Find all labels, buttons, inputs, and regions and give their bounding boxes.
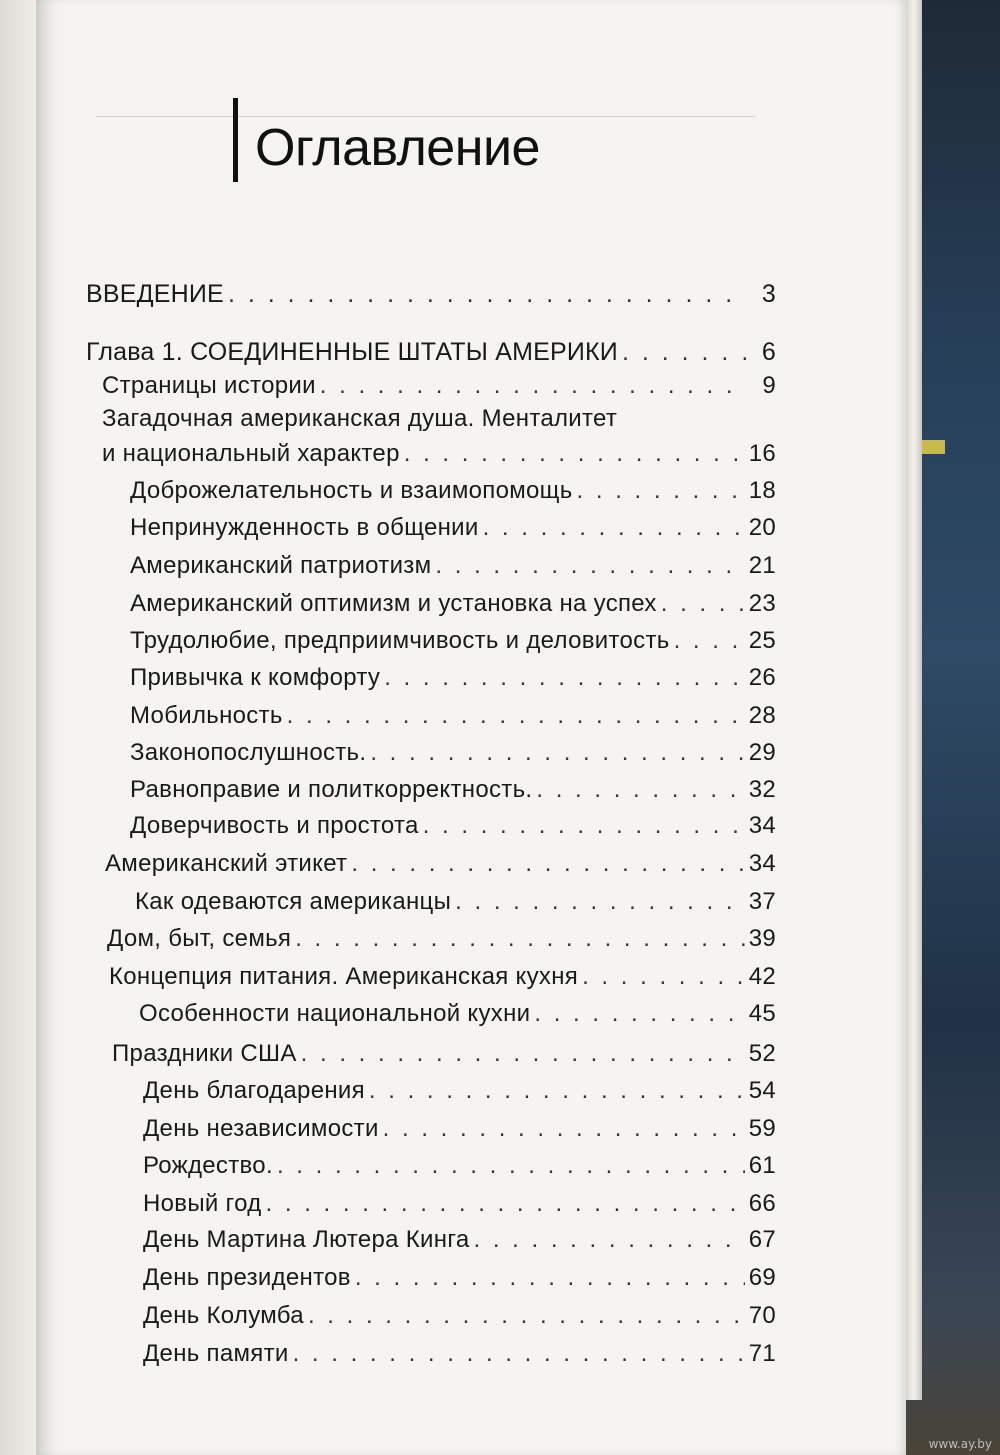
toc-entry [105, 850, 776, 878]
toc-entry-label: Концепция питания. Американская кухня [109, 963, 579, 990]
toc-entry [139, 1000, 776, 1028]
toc-entry [130, 776, 776, 804]
toc-entry-label: Трудолюбие, предприимчивость и деловитость [130, 627, 670, 654]
leader-dots [295, 925, 744, 953]
toc-entry [102, 372, 776, 400]
toc-entry [109, 963, 776, 991]
toc-entry-label: Равноправие и политкорректность. [130, 776, 533, 803]
toc-entry-page: 34 [748, 812, 776, 839]
toc-entry [143, 1302, 776, 1330]
page-title: Оглавление [255, 119, 540, 177]
toc-entry [143, 1264, 776, 1292]
toc-entry-label: Мобильность [130, 702, 283, 729]
toc-entry-label: Непринужденность в общении [130, 514, 479, 541]
toc-entry-page: 25 [748, 627, 776, 654]
leader-dots [351, 850, 744, 878]
leader-dots [582, 963, 745, 991]
toc-entry [130, 812, 776, 840]
toc-entry-label: Доверчивость и простота [130, 812, 419, 839]
toc-entry-page: 42 [748, 963, 776, 990]
toc-entry-page: 9 [762, 372, 776, 399]
toc-entry [130, 664, 776, 692]
toc-entry-page: 18 [748, 477, 776, 504]
toc-entry [143, 1226, 776, 1254]
toc-entry-label: День Колумба [143, 1302, 304, 1329]
toc-entry-label: ВВЕДЕНИЕ [86, 280, 224, 308]
toc-entry-page: 54 [748, 1077, 776, 1104]
leader-dots [455, 888, 745, 916]
leader-dots [301, 1040, 745, 1068]
toc-entry-page: 39 [748, 925, 776, 952]
toc-entry-label: День благодарения [143, 1077, 365, 1104]
toc-entry-label: Как одеваются американцы [135, 888, 452, 915]
leader-dots [674, 627, 745, 655]
toc-entry-label: Глава 1. СОЕДИНЕННЫЕ ШТАТЫ АМЕРИКИ [86, 338, 618, 366]
leader-dots [293, 1340, 745, 1368]
toc-entry-page: 61 [748, 1152, 776, 1179]
toc-entry [86, 280, 776, 309]
toc-entry [102, 440, 776, 468]
toc-entry [130, 627, 776, 655]
leader-dots [228, 280, 746, 309]
leader-dots [383, 1115, 745, 1143]
leader-dots [423, 812, 745, 840]
leader-dots [320, 372, 746, 400]
site-watermark: www.ay.by [928, 1437, 992, 1451]
toc-entry-page: 28 [748, 702, 776, 729]
toc-entry [135, 888, 776, 916]
toc-entry-label: Рождество. [143, 1152, 273, 1179]
toc-entry-label: День памяти [143, 1340, 289, 1367]
toc-entry-page: 52 [748, 1040, 776, 1067]
toc-entry-page: 16 [748, 440, 776, 467]
toc-entry-page: 67 [748, 1226, 776, 1253]
leader-dots [534, 1000, 744, 1028]
toc-entry [102, 405, 776, 433]
toc-entry-label: Законопослушность. [130, 739, 367, 766]
toc-entry-page: 69 [748, 1264, 776, 1291]
leader-dots [577, 477, 745, 505]
leader-dots [355, 1264, 745, 1292]
leader-dots [384, 664, 744, 692]
toc-entry-page: 37 [748, 888, 776, 915]
toc-entry-label: Новый год [143, 1190, 262, 1217]
toc-entry-label: Страницы истории [102, 372, 316, 399]
toc-entry-page: 3 [761, 280, 776, 308]
toc-entry-label: Дом, быт, семья [107, 925, 292, 952]
toc-entry-page: 29 [748, 739, 776, 766]
toc-entry-label: День президентов [143, 1264, 351, 1291]
toc-entry-label: Привычка к комфорту [130, 664, 381, 691]
toc-entry-label: Особенности национальной кухни [139, 1000, 531, 1027]
toc-entry-label: Американский оптимизм и установка на успех [130, 590, 657, 617]
toc-entry-page: 20 [748, 514, 776, 541]
toc-entry-label: и национальный характер [102, 440, 400, 467]
leader-dots [661, 590, 745, 618]
toc-entry-page: 32 [748, 776, 776, 803]
leader-dots [622, 338, 746, 367]
toc-entry [130, 514, 776, 542]
toc-entry [143, 1115, 776, 1143]
toc-entry [112, 1040, 776, 1068]
toc-entry-label: Американский этикет [105, 850, 348, 877]
toc-entry [130, 477, 776, 505]
leader-dots [308, 1302, 745, 1330]
toc-entry [143, 1190, 776, 1218]
toc-entry-page: 21 [748, 552, 776, 579]
leader-dots [266, 1190, 745, 1218]
toc-entry-label: Загадочная американская душа. Менталитет [102, 405, 618, 432]
toc-entry [107, 925, 776, 953]
toc-entry-label: День независимости [143, 1115, 379, 1142]
leader-dots [404, 440, 745, 468]
toc-entry [130, 702, 776, 730]
leader-dots [287, 702, 745, 730]
leader-dots [277, 1152, 745, 1180]
toc-entry-label: Американский патриотизм [130, 552, 432, 579]
leader-dots [483, 514, 745, 542]
toc-entry [130, 739, 776, 767]
toc-entry-page: 70 [748, 1302, 776, 1329]
toc-entry [130, 590, 776, 618]
toc-entry-page: 59 [748, 1115, 776, 1142]
leader-dots [536, 776, 744, 804]
toc-entry-page: 6 [761, 338, 776, 366]
toc-entry-page: 26 [748, 664, 776, 691]
toc-entry-page: 23 [748, 590, 776, 617]
toc-entry-page: 34 [748, 850, 776, 877]
toc-entry [86, 338, 776, 367]
leader-dots [435, 552, 744, 580]
leader-dots [474, 1226, 745, 1254]
toc-entry [130, 552, 776, 580]
toc-entry-label: Праздники США [112, 1040, 297, 1067]
toc-entry [143, 1340, 776, 1368]
toc-entry-label: Доброжелательность и взаимопомощь [130, 477, 573, 504]
toc-entry-page: 71 [748, 1340, 776, 1367]
toc-entry-page: 66 [748, 1190, 776, 1217]
toc-entry [143, 1077, 776, 1105]
leader-dots [369, 1077, 745, 1105]
toc-entry [143, 1152, 776, 1180]
toc-entry-label: День Мартина Лютера Кинга [143, 1226, 470, 1253]
leader-dots [370, 739, 744, 767]
toc-entry-page: 45 [748, 1000, 776, 1027]
